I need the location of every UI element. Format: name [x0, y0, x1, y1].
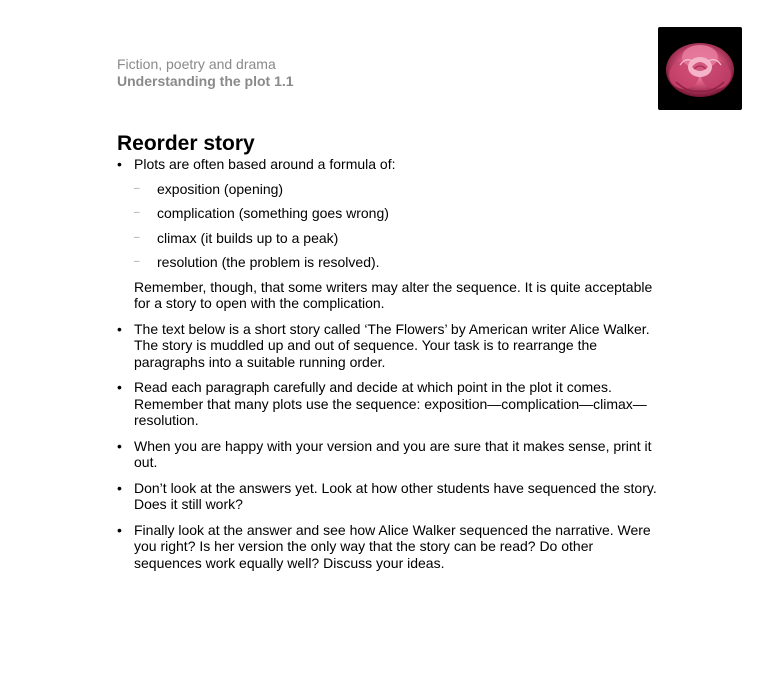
formula-item-complication: – complication (something goes wrong)	[134, 205, 662, 222]
instruction-list	[117, 156, 662, 571]
page-title: Reorder story	[117, 132, 255, 155]
list-item: • When you are happy with your version and you are sure that it makes sense, print it out.	[117, 438, 662, 471]
list-item: • The text below is a short story called ‘The Flowers’ by American writer Alice Walker. The story is muddled up and out of sequence. Your task is to rearrange the paragraphs into a suitable running order.	[117, 321, 662, 371]
page-header	[117, 56, 294, 90]
sequence-note: Remember, though, that some writers may alter the sequence. It is quite acceptable for a story to open with the complication.	[134, 278, 653, 311]
formula-item-exposition: – exposition (opening)	[134, 181, 662, 198]
subsection-title: Understanding the plot 1.1	[117, 73, 294, 89]
rose-icon	[658, 27, 742, 110]
formula-item-resolution: – resolution (the problem is resolved).	[134, 254, 662, 271]
list-item: • Read each paragraph carefully and decide at which point in the plot it comes. Remember that many plots use the sequence: exposition—complication—climax—resolution.	[117, 379, 662, 429]
main-content	[117, 156, 662, 580]
list-item	[117, 156, 662, 312]
section-title: Fiction, poetry and drama	[117, 56, 276, 72]
formula-item-climax: – climax (it builds up to a peak)	[134, 230, 662, 247]
bullet-text: • Plots are often based around a formula of:	[134, 156, 396, 172]
plot-formula-list	[134, 181, 662, 271]
list-item: • Don’t look at the answers yet. Look at how other students have sequenced the story. Does it still work?	[117, 480, 662, 513]
rose-image	[658, 27, 742, 110]
list-item: • Finally look at the answer and see how Alice Walker sequenced the narrative. Were you right? Is her version the only way that the story can be read? Do other sequences work equally well? Discuss your ideas.	[117, 522, 662, 572]
